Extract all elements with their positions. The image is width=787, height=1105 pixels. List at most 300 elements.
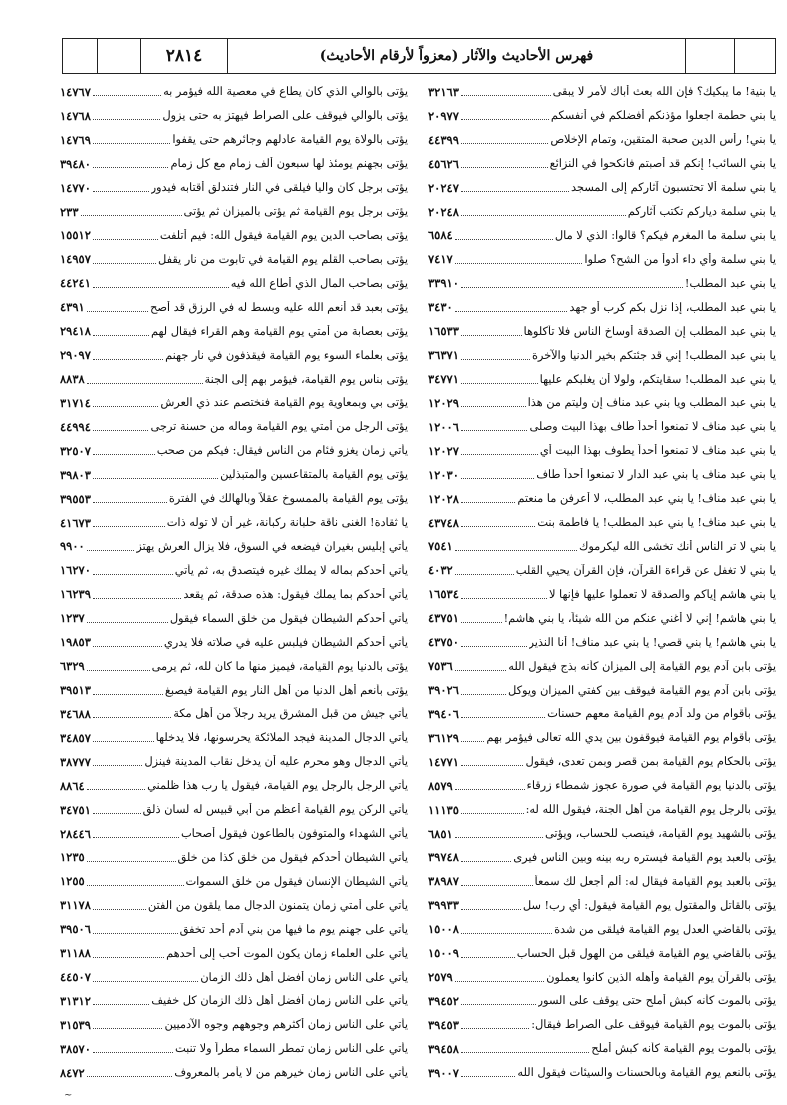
index-entry (428, 1037, 776, 1061)
entry-number: ٣٩٤٥٢ (428, 993, 459, 1008)
entry-text: يأتي على الناس زمان أكثرهم وجوههم وجوه الآدميين (164, 1018, 408, 1032)
entry-text: يأتي الشيطان الإنسان فيقول من خلق السموات (185, 874, 408, 888)
dot-leader (461, 733, 484, 742)
index-entry (60, 367, 408, 391)
entry-text: يأتي على العلماء زمان يكون الموت أحب إلى أحدهم (166, 946, 408, 960)
entry-text: يؤتى بصاحب الدين يوم القيامة فيقول الله: فيم أتلفت (159, 228, 408, 242)
index-entry (428, 941, 776, 965)
entry-number: ٣٤٨٥٧ (60, 730, 91, 745)
entry-text: يأتي أحدكم بماله لا يملك غيره فيتصدق به، ثم يأتي (174, 563, 408, 577)
dot-leader (93, 159, 169, 168)
entry-number: ١٥٥١٢ (60, 228, 91, 243)
entry-text: يؤتى يوم القيامة بالمتقاعسين والمتبذلين (220, 468, 408, 482)
dot-leader (93, 327, 149, 336)
dot-leader (93, 398, 159, 407)
entry-text: يؤتى بالقاضي العدل يوم القيامة فيلقى من شدة (554, 922, 776, 936)
entry-number: ٩٩٠٠ (60, 539, 85, 554)
index-entry (428, 846, 776, 870)
dot-leader (455, 303, 568, 312)
dot-leader (87, 781, 145, 790)
index-entry (60, 80, 408, 104)
index-entry (60, 726, 408, 750)
entry-number: ١٤٧٧١ (428, 754, 459, 769)
entry-text: يؤتى بالموت كأنه كبش أملح حتى يوقف على السور (537, 994, 776, 1008)
entry-text: يؤتى بالعبد يوم القيامة فيستره ربه بينه وبين الناس فيرى (513, 850, 776, 864)
dot-leader (87, 614, 168, 623)
dot-leader (461, 757, 524, 766)
index-entry (60, 846, 408, 870)
entry-text: يؤتى يوم القيامة بالممسوخ عقلاً وبالهالك في الفترة (168, 492, 408, 506)
index-entry (60, 965, 408, 989)
dot-leader (461, 375, 538, 384)
index-entry (60, 989, 408, 1013)
entry-number: ٣١٣١٢ (60, 993, 91, 1008)
entry-number: ١٢٥٥ (60, 874, 85, 889)
entry-number: ١٢٠٠٦ (428, 419, 459, 434)
index-entry (60, 176, 408, 200)
dot-leader (461, 135, 548, 144)
dot-leader (87, 662, 150, 671)
dot-leader (93, 566, 173, 575)
dot-leader (455, 781, 525, 790)
entry-text: يا بني عبد المطلب، إذا نزل بكم كرب أو جهد (569, 300, 776, 314)
entry-number: ٤٠٣٢ (428, 563, 453, 578)
header-empty-cell (98, 39, 141, 73)
dot-leader (93, 470, 218, 479)
index-entry (60, 798, 408, 822)
entry-text: يؤتى بي وبمعاوية يوم القيامة فنختصم عند ذي العرش (160, 396, 408, 410)
entry-number: ٤٣٧٥٠ (428, 635, 459, 650)
entry-text: يؤتى بصاحب المال الذي أطاع الله فيه (230, 276, 408, 290)
index-entry (428, 367, 776, 391)
entry-number: ١٤٩٥٧ (60, 252, 91, 267)
index-entry (428, 869, 776, 893)
dot-leader (93, 135, 171, 144)
dot-leader (461, 518, 535, 527)
index-entry (60, 295, 408, 319)
dot-leader (461, 901, 521, 910)
dot-leader (461, 614, 502, 623)
index-entry (428, 726, 776, 750)
entry-number: ٣٤٦٨٨ (60, 706, 91, 721)
entry-number: ١٢٣٥ (60, 850, 85, 865)
entry-text: يا بني لا تر الناس أنك تخشى الله ليكرموك (579, 539, 776, 553)
dot-leader (93, 709, 171, 718)
entry-text: يا بني لا تغفل عن قراءة القرآن، فإن القرآن يحيي القلب (515, 563, 776, 577)
entry-text: يأتي جيش من قبل المشرق يريد رجلاً من أهل مكة (173, 707, 408, 721)
index-entry (428, 654, 776, 678)
entry-number: ٢٠٢٤٧ (428, 180, 459, 195)
entry-text: يأتي زمان يغزو فئام من الناس فيقال: فيكم من صحب (156, 444, 408, 458)
entry-text: يؤتى بعبد قد أنعم الله عليه وبسط له في الرزق قد أصح (150, 300, 408, 314)
dot-leader (93, 1020, 163, 1029)
dot-leader (455, 542, 577, 551)
dot-leader (93, 829, 179, 838)
entry-number: ١٦٢٧٠ (60, 563, 91, 578)
index-entry (60, 343, 408, 367)
entry-text: يؤتى بالرجل يوم القيامة من أهل الجنة، فيقول الله له: (525, 803, 776, 817)
dot-leader (461, 494, 515, 503)
index-entry (60, 463, 408, 487)
index-entry (428, 558, 776, 582)
entry-number: ٢٩٠٩٧ (60, 348, 91, 363)
dot-leader (461, 805, 524, 814)
entry-number: ٨٤٧٢ (60, 1065, 85, 1080)
index-entry (428, 439, 776, 463)
entry-number: ٤١٦٧٣ (60, 515, 91, 530)
dot-leader (93, 686, 163, 695)
dot-leader (461, 446, 538, 455)
dot-leader (87, 303, 148, 312)
dot-leader (461, 351, 530, 360)
entry-text: يؤتى بالشهيد يوم القيامة، فينصب للحساب، ويؤتى (545, 827, 776, 841)
index-entry (60, 535, 408, 559)
entry-number: ٣٩٠٠٧ (428, 1065, 459, 1080)
index-entry (428, 798, 776, 822)
entry-text: يا بني عبد المطلب! سقايتكم، ولولا أن يغلبكم عليها (539, 372, 776, 386)
index-entry (428, 391, 776, 415)
entry-number: ٣٢١٦٣ (428, 84, 459, 99)
index-entry (60, 606, 408, 630)
entry-text: يأتي على الناس زمان أفضل أهل ذلك الزمان كل خفيف (151, 994, 408, 1008)
index-entry (60, 391, 408, 415)
index-entry (428, 247, 776, 271)
dot-leader (87, 542, 135, 551)
dot-leader (93, 255, 156, 264)
entry-number: ٣٩٨٠٣ (60, 467, 91, 482)
index-entry (60, 200, 408, 224)
entry-text: يؤتى بجهنم يومئذ لها سبعون ألف زمام مع كل زمام (170, 157, 408, 171)
index-entry (428, 750, 776, 774)
entry-number: ١٦٥٣٣ (428, 324, 459, 339)
dot-leader (461, 327, 522, 336)
entry-text: يا بني عبد المطلب! (684, 276, 776, 290)
entry-number: ٣٨٧٧٧ (60, 754, 91, 769)
entry-text: يؤتى بالقاتل والمقتول يوم القيامة فيقول: أي رب! سل (522, 898, 776, 912)
entry-text: يا بني عبد المطلب! إني قد جئتكم بخير الدنيا والآخرة (531, 348, 776, 362)
entry-text: يؤتى بناس يوم القيامة، فيؤمر بهم إلى الجنة (204, 372, 408, 386)
entry-text: يؤتى بالوالي الذي كان يطاع في معصية الله فيؤمر به (163, 85, 408, 99)
dot-leader (93, 925, 178, 934)
index-entry (60, 104, 408, 128)
dot-leader (93, 87, 161, 96)
entry-text: يؤتى بابن آدم يوم القيامة إلى الميزان كأنه بذج فيقول الله (508, 659, 776, 673)
index-entry (60, 893, 408, 917)
entry-text: يا بني هاشم! إني لا أغني عنكم من الله شيئاً، يا بني هاشم! (503, 611, 776, 625)
dot-leader (461, 638, 527, 647)
index-entry (428, 822, 776, 846)
dot-leader (461, 398, 526, 407)
entry-text: يؤتى برجل كان واليا فيلقى في النار فتندلق أقتابه فيدور (150, 181, 408, 195)
entry-number: ١٤٧٦٨ (60, 108, 91, 123)
entry-text: يأتي الرجل بالرجل يوم القيامة، فيقول يا رب هذا ظلمني (147, 779, 408, 793)
index-entry (428, 271, 776, 295)
entry-number: ٣٨٥٧٠ (60, 1041, 91, 1056)
entry-number: ٤٣٩١ (60, 300, 85, 315)
index-entry (60, 702, 408, 726)
index-entry (60, 1013, 408, 1037)
index-entry (60, 271, 408, 295)
dot-leader (93, 733, 154, 742)
entry-number: ٧٥٣٦ (428, 659, 453, 674)
entry-number: ١٤٧٦٩ (60, 132, 91, 147)
dot-leader (461, 183, 569, 192)
entry-number: ١٥٠٠٨ (428, 922, 459, 937)
entry-number: ١٢٣٧ (60, 611, 85, 626)
entry-text: يؤتى بالنعم يوم القيامة وبالحسنات والسيئات فيقول الله (517, 1066, 776, 1080)
entry-text: يؤتى بالولاة يوم القيامة عادلهم وجائرهم حتى يقفوا (172, 133, 408, 147)
entry-text: يؤتى بالقرآن يوم القيامة وأهله الذين كانوا يعملون (546, 970, 776, 984)
index-entry (428, 104, 776, 128)
entry-text: يؤتى بالقاضي يوم القيامة فيلقى من الهول قبل الحساب (516, 946, 776, 960)
index-columns (60, 80, 776, 1085)
dot-leader (93, 1044, 173, 1053)
entry-number: ٤٤٥٠٧ (60, 970, 91, 985)
entry-text: يؤتى بالعبد يوم القيامة فيقال له: ألم أجعل لك سمعاً (534, 874, 776, 888)
dot-leader (461, 996, 536, 1005)
dot-leader (461, 925, 552, 934)
dot-leader (461, 279, 683, 288)
entry-number: ١٢٠٣٠ (428, 467, 459, 482)
index-entry (428, 487, 776, 511)
entry-number: ٢٨٤٤٦ (60, 826, 91, 841)
entry-text: يا بني هاشم! يا بني قصي! يا بني عبد مناف! أنا النذير (528, 635, 776, 649)
entry-number: ٧٤١٧ (428, 252, 453, 267)
entry-number: ١٢٠٢٨ (428, 491, 459, 506)
entry-number: ٣٩٠٢٦ (428, 683, 459, 697)
dot-leader (93, 590, 182, 599)
dot-leader (93, 183, 149, 192)
entry-number: ٣٩٥٥٣ (60, 491, 91, 506)
index-entry (60, 439, 408, 463)
entry-text: يؤتى بالحكام يوم القيامة بمن قصر وبمن تعدى، فيقول (525, 755, 776, 769)
index-entry (428, 965, 776, 989)
index-entry (60, 415, 408, 439)
index-entry (60, 822, 408, 846)
index-entry (60, 152, 408, 176)
entry-text: يأتي الركن يوم القيامة أعظم من أبي قبيس له لسان ذلق (142, 803, 408, 817)
entry-text: يا بني عبد مناف يا بني عبد الدار لا تمنعوا أحداً طاف (536, 468, 776, 482)
dot-leader (461, 949, 515, 958)
index-entry (60, 558, 408, 582)
dot-leader (461, 111, 549, 120)
dot-leader (455, 973, 544, 982)
index-entry (428, 535, 776, 559)
entry-text: يؤتى بأقوام من ولد آدم يوم القيامة معهم حسنات (547, 707, 776, 721)
index-entry (428, 678, 776, 702)
index-entry (428, 176, 776, 200)
entry-number: ٤٤٩٩٤ (60, 419, 91, 434)
dot-leader (461, 159, 548, 168)
entry-text: يا ثقادة! الغنى ناقة حلبانة ركبانة، غير أن لا توله ذات (166, 516, 408, 530)
dot-leader (93, 901, 146, 910)
dot-leader (93, 996, 149, 1005)
entry-number: ٢٠٩٧٧ (428, 108, 459, 123)
header-empty-cell (63, 39, 98, 73)
left-column (60, 80, 418, 1085)
entry-text: يا بني هاشم إياكم والصدقة لا تعملوا عليها فإنها لا (549, 587, 776, 601)
dot-leader (87, 1068, 173, 1077)
index-entry (60, 774, 408, 798)
dot-leader (93, 422, 149, 431)
page-header (62, 38, 776, 74)
entry-number: ١٢٠٢٩ (428, 395, 459, 410)
entry-number: ١٢٠٢٧ (428, 443, 459, 458)
dot-leader (455, 231, 553, 240)
entry-text: يأتي على الناس زمان تمطر السماء مطراً ولا تنبت (175, 1042, 408, 1056)
index-entry (60, 941, 408, 965)
entry-number: ٤٤٣٩٩ (428, 132, 459, 147)
entry-text: يأتي الشهداء والمتوفون بالطاعون فيقول أصحاب (181, 827, 408, 841)
entry-text: يأتي على الناس زمان أفضل أهل ذلك الزمان (200, 970, 408, 984)
index-entry (60, 224, 408, 248)
index-entry (428, 80, 776, 104)
entry-number: ٤٥٦٢٦ (428, 156, 459, 171)
entry-text: يؤتى بأنعم أهل الدنيا من أهل النار يوم القيامة فيصبغ (164, 683, 408, 697)
entry-number: ٣٤٧٥١ (60, 802, 91, 817)
entry-number: ٣٦٣٧١ (428, 348, 459, 363)
header-empty-cell (735, 39, 775, 73)
right-column (418, 80, 776, 1085)
entry-number: ٧٥٤١ (428, 539, 453, 554)
entry-number: ٣٩٤٥٨ (428, 1041, 459, 1056)
entry-number: ٣٩٤٨٠ (60, 156, 91, 171)
dot-leader (93, 231, 158, 240)
index-entry (428, 511, 776, 535)
entry-text: يؤتى بابن آدم يوم القيامة فيوقف بين كفتي الميزان ويوكل (508, 683, 776, 697)
dot-leader (461, 1044, 589, 1053)
entry-text: يا بني عبد المطلب إن الصدقة أوساخ الناس فلا تأكلوها (523, 324, 776, 338)
dot-leader (93, 805, 141, 814)
entry-text: يا بني سلمة دياركم تكتب آثاركم (627, 205, 776, 219)
dot-leader (93, 279, 229, 288)
entry-number: ٢٩٤١٨ (60, 324, 91, 339)
entry-text: يا بني سلمة ألا تحتسبون آثاركم إلى المسجد (570, 181, 776, 195)
dot-leader (461, 87, 551, 96)
dot-leader (461, 207, 626, 216)
entry-text: يأتي أحدكم بما يملك فيقول: هذه صدقة، ثم يقعد (183, 587, 408, 601)
index-entry (428, 989, 776, 1013)
entry-number: ٣٢٥٠٧ (60, 443, 91, 458)
dot-leader (461, 590, 547, 599)
entry-text: يأتي على جهنم يوم ما فيها من بني آدم أحد تخفق (179, 922, 408, 936)
index-entry (428, 917, 776, 941)
index-entry (60, 319, 408, 343)
entry-text: يأتي على الناس زمان خيرهم من لا يأمر بالمعروف (174, 1066, 408, 1080)
entry-number: ١٩٨٥٣ (60, 635, 91, 650)
entry-text: يا بني عبد مناف لا تمنعوا أحداً يطوف بهذا البيت أي (539, 444, 776, 458)
entry-text: يأتي أحدكم الشيطان فيلبس عليه في صلاته فلا يدري (163, 635, 408, 649)
entry-number: ١٦٥٣٤ (428, 587, 459, 602)
entry-number: ٢٠٢٤٨ (428, 204, 459, 219)
entry-number: ٣٤٣٠ (428, 300, 453, 315)
entry-number: ٢٥٧٩ (428, 970, 453, 985)
index-entry (60, 678, 408, 702)
entry-text: يأتي أحدكم الشيطان فيقول من خلق السماء فيقول (169, 611, 408, 625)
entry-text: يأتي إبليس بغيران فيضعه في السوق، فلا يزال العرش يهتز (136, 539, 408, 553)
entry-number: ١٤٧٦٧ (60, 84, 91, 99)
entry-number: ٣٩٩٣٣ (428, 898, 459, 913)
entry-text: يا بني السائب! إنكم قد أصبتم فانكحوا في النزائع (549, 157, 776, 171)
entry-text: يؤتى الرجل من أمتي يوم القيامة وماله من حسنة ترجى (150, 420, 408, 434)
dot-leader (455, 566, 514, 575)
dot-leader (93, 446, 155, 455)
index-entry (60, 750, 408, 774)
index-entry (60, 1061, 408, 1085)
entry-number: ٣٩٥١٣ (60, 683, 91, 697)
index-entry (60, 487, 408, 511)
index-entry (60, 247, 408, 271)
index-entry (60, 511, 408, 535)
entry-text: يؤتى بالدنيا يوم القيامة في صورة عجوز شمطاء زرقاء (526, 779, 776, 793)
entry-number: ٤٣٧٤٨ (428, 515, 459, 530)
entry-number: ٣٨٩٨٧ (428, 874, 459, 889)
dot-leader (93, 111, 160, 120)
page-title: فهرس الأحاديث والآثار (معزواً لأرقام الأحاديث) (228, 39, 686, 73)
dot-leader (461, 877, 533, 886)
index-entry (428, 702, 776, 726)
index-entry (60, 654, 408, 678)
index-entry (428, 630, 776, 654)
entry-text: يؤتى بعلماء السوء يوم القيامة فيقذفون في نار جهنم (165, 348, 408, 362)
entry-number: ١١١٣٥ (428, 802, 459, 817)
index-entry (428, 774, 776, 798)
dot-leader (461, 686, 506, 695)
entry-text: يؤتى بالموت يوم القيامة فيوقف على الصراط فيقال: (531, 1018, 776, 1032)
entry-number: ٦٨٥١ (428, 826, 453, 841)
dot-leader (93, 494, 167, 503)
entry-number: ٨٥٧٩ (428, 778, 453, 793)
entry-number: ٨٨٣٨ (60, 372, 85, 387)
dot-leader (93, 351, 163, 360)
entry-number: ٣٩٤٠٦ (428, 706, 459, 721)
entry-text: يؤتى بالموت يوم القيامة كأنه كبش أملح (591, 1042, 776, 1056)
dot-leader (93, 518, 165, 527)
index-entry (428, 582, 776, 606)
entry-number: ٣١١٨٨ (60, 946, 91, 961)
index-entry (428, 343, 776, 367)
index-entry (60, 630, 408, 654)
entry-text: يأتي على أمتي زمان يتمنون الدجال مما يلقون من الفتن (147, 898, 408, 912)
dot-leader (93, 973, 198, 982)
index-entry (428, 415, 776, 439)
index-entry (428, 128, 776, 152)
entry-number: ٤٣٧٥١ (428, 611, 459, 626)
entry-number: ٣٦١٢٩ (428, 730, 459, 745)
entry-text: يؤتى بصاحب القلم يوم القيامة في تابوت من نار يقفل (158, 252, 408, 266)
entry-number: ٨٨٦٤ (60, 778, 85, 793)
dot-leader (461, 709, 545, 718)
entry-number: ٢٣٣ (60, 204, 79, 219)
index-entry (428, 463, 776, 487)
entry-text: يا بني! رأس الدين صحبة المتقين، وتمام الإخلاص (550, 133, 776, 147)
dot-leader (461, 470, 534, 479)
dot-leader (81, 207, 182, 216)
index-entry (428, 200, 776, 224)
index-entry (428, 295, 776, 319)
entry-number: ٣٩٤٥٣ (428, 1017, 459, 1032)
entry-text: يؤتى بأقوام يوم القيامة فيوقفون بين يدي الله تعالى فيؤمر بهم (486, 731, 776, 745)
entry-text: يا بني عبد المطلب ويا بني عبد مناف إن وليتم من هذا (527, 396, 776, 410)
dot-leader (87, 877, 184, 886)
dot-leader (93, 638, 162, 647)
entry-text: يا بني سلمة ما المغرم فيكم؟ قالوا: الذي لا مال (554, 228, 776, 242)
entry-number: ٣٣٩١٠ (428, 276, 459, 291)
dot-leader (461, 853, 511, 862)
index-entry (428, 606, 776, 630)
entry-number: ٤٤٢٤١ (60, 276, 91, 291)
entry-text: يأتي الدجال المدينة فيجد الملائكة يحرسونها، فلا يدخلها (155, 731, 408, 745)
